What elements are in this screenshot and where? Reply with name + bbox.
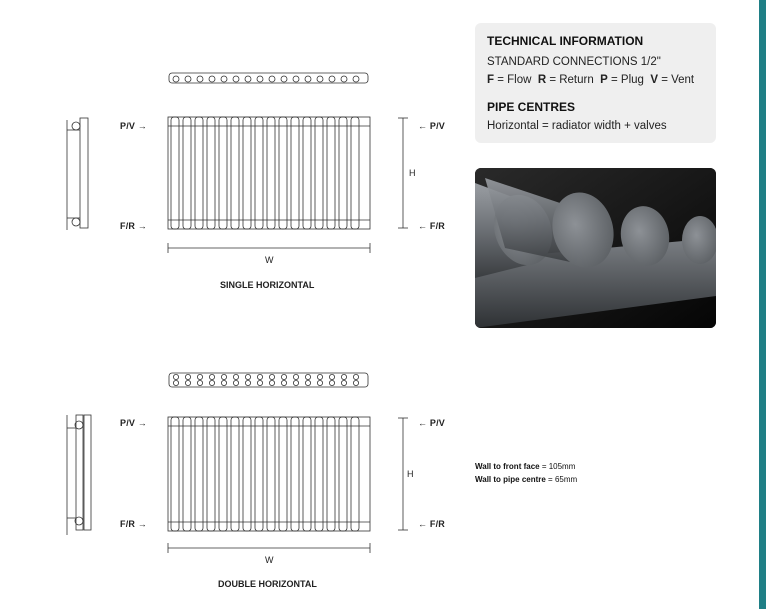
single-height-dimension	[398, 118, 408, 228]
legend-value-plug: = Plug	[607, 74, 644, 86]
accent-bar	[759, 0, 766, 609]
standard-connections-text: STANDARD CONNECTIONS 1/2"	[487, 56, 661, 68]
single-top-right-label: ← P/V	[418, 121, 446, 131]
double-bottom-left-label: F/R →	[120, 519, 147, 529]
double-front-view	[168, 417, 370, 531]
pipe-centres-text: Horizontal = radiator width + valves	[487, 120, 667, 132]
technical-info-heading: TECHNICAL INFORMATION	[487, 34, 644, 48]
wall-front-label: Wall to front face	[475, 462, 540, 471]
pipe-centres-heading: PIPE CENTRES	[487, 100, 576, 114]
double-width-dimension	[168, 543, 370, 553]
single-width-label: W	[265, 255, 274, 265]
legend-value-flow: = Flow	[494, 74, 532, 86]
double-top-view-circles	[173, 374, 358, 385]
single-height-label: H	[409, 168, 416, 178]
wall-to-pipe-centre-spec	[475, 475, 577, 484]
legend-key-vent: V	[650, 74, 658, 86]
wall-pipe-value: = 65mm	[545, 475, 578, 484]
single-side-view	[67, 118, 88, 230]
single-front-view	[168, 117, 370, 229]
legend-value-vent: = Vent	[658, 74, 695, 86]
single-top-left-label: P/V →	[120, 121, 148, 131]
double-top-left-label: P/V →	[120, 418, 148, 428]
double-side-view	[67, 415, 91, 535]
double-height-label: H	[407, 469, 414, 479]
single-bottom-left-label: F/R →	[120, 221, 147, 231]
double-bottom-right-label: ← F/R	[418, 519, 445, 529]
wall-to-front-face-spec	[475, 462, 575, 471]
wall-front-value: = 105mm	[539, 462, 576, 471]
double-caption: DOUBLE HORIZONTAL	[218, 579, 317, 589]
single-caption: SINGLE HORIZONTAL	[220, 280, 315, 290]
single-bottom-right-label: ← F/R	[418, 221, 445, 231]
legend-key-flow: F	[487, 74, 495, 86]
double-width-label: W	[265, 555, 274, 565]
single-width-dimension	[168, 243, 370, 253]
wall-pipe-label: Wall to pipe centre	[475, 475, 546, 484]
legend-value-return: = Return	[546, 74, 594, 86]
legend-key-return: R	[537, 74, 547, 86]
legend-key-plug: P	[600, 74, 608, 86]
double-top-right-label: ← P/V	[418, 418, 446, 428]
single-top-view-circles	[173, 76, 359, 82]
